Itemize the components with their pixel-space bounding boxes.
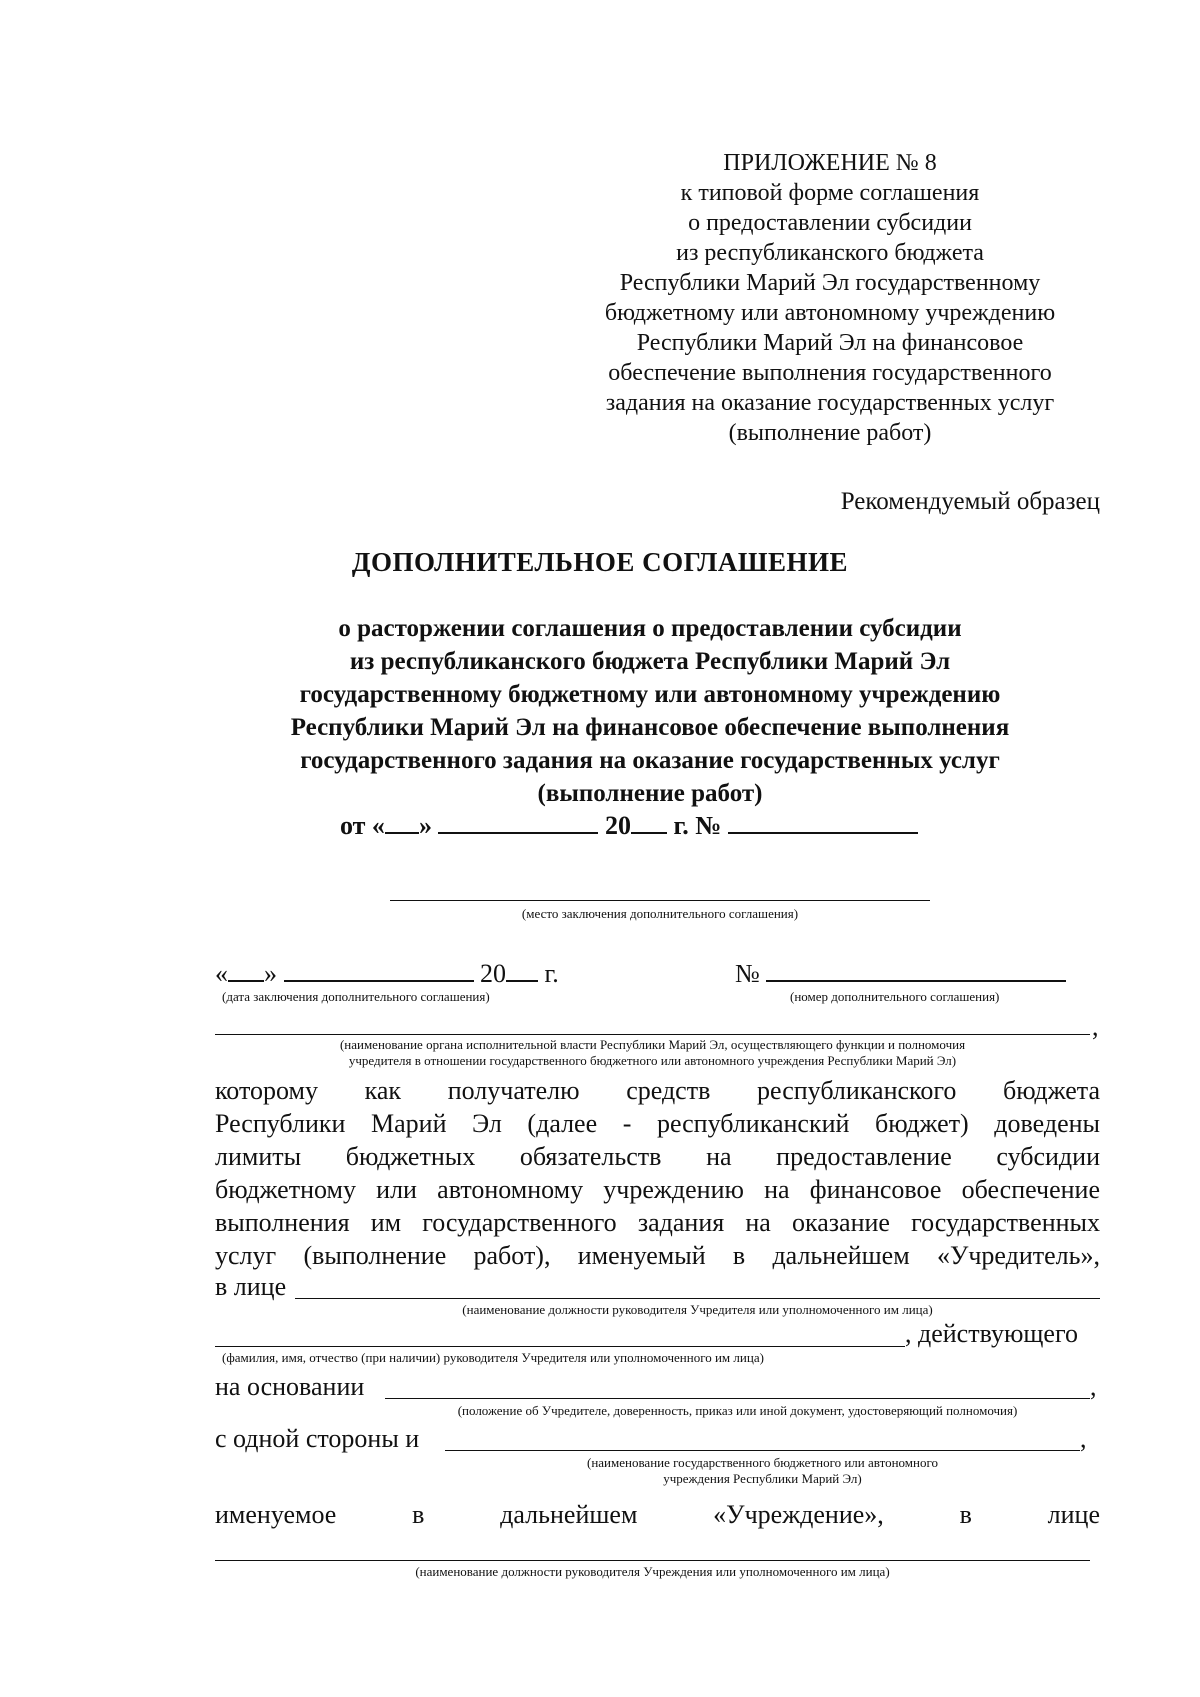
subtitle-line: (выполнение работ) [537, 780, 763, 807]
annex-line: о предоставлении субсидии [688, 210, 972, 236]
basis-blank[interactable] [385, 1398, 1090, 1399]
founder-name-blank[interactable] [215, 1346, 905, 1347]
annex-line: бюджетному или автономному учреждению [604, 300, 1056, 326]
annex-line: из республиканского бюджета [676, 240, 984, 266]
caption-line: учреждения Республики Марий Эл) [663, 1471, 862, 1486]
subtitle-line: государственному бюджетному или автономному учреждению [299, 681, 1001, 708]
conclusion-number-caption: (номер дополнительного соглашения) [790, 989, 1000, 1004]
basis-label: на основании [215, 1372, 365, 1401]
acting-label: , действующего [905, 1319, 1078, 1348]
year-prefix: 20 [604, 811, 631, 840]
founder-position-caption: (наименование должности руководителя Учредителя или уполномоченного им лица) [462, 1302, 933, 1317]
conclusion-year-suffix: г. [544, 959, 559, 988]
named-institution-line: именуемое в дальнейшем «Учреждение», в лице [215, 1500, 1100, 1529]
sample-label: Рекомендуемый образец [840, 488, 1100, 515]
caption-line: (наименование органа исполнительной власти Республики Марий Эл, осуществляющего функции и полномочия [339, 1037, 966, 1052]
year-suffix: г. № [673, 811, 722, 840]
conclusion-month-blank[interactable] [284, 958, 474, 982]
close-quote: » [418, 811, 432, 840]
document-title: ДОПОЛНИТЕЛЬНОЕ СОГЛАШЕНИЕ [351, 547, 849, 577]
body-line: лимиты бюджетных обязательств на предоставление субсидии [215, 1142, 1100, 1171]
founder-org-blank[interactable] [215, 1034, 1090, 1035]
day-blank[interactable] [385, 808, 419, 834]
subtitle-line: государственного задания на оказание государственных услуг [300, 747, 1000, 774]
close-quote: » [264, 959, 277, 988]
subtitle-line: Республики Марий Эл на финансовое обеспечение выполнения [290, 714, 1010, 741]
one-side-label: с одной стороны и [215, 1424, 420, 1453]
from-label: от « [340, 811, 385, 840]
caption-line: (наименование государственного бюджетного или автономного [587, 1455, 938, 1470]
comma: , [1080, 1424, 1087, 1453]
institution-position-blank[interactable] [215, 1560, 1090, 1561]
body-line: услуг (выполнение работ), именуемый в дальнейшем «Учредитель», [215, 1241, 1100, 1270]
founder-position-blank[interactable] [295, 1298, 1100, 1299]
annex-line: (выполнение работ) [728, 420, 932, 446]
annex-line: обеспечение выполнения государственного [608, 360, 1052, 386]
founder-name-caption: (фамилия, имя, отчество (при наличии) руководителя Учредителя или уполномоченного им лица) [222, 1350, 764, 1365]
institution-position-caption: (наименование должности руководителя Учреждения или уполномоченного им лица) [415, 1564, 890, 1579]
conclusion-year-blank[interactable] [506, 958, 538, 982]
month-blank[interactable] [438, 808, 598, 834]
conclusion-number-line [735, 958, 1066, 989]
body-line: выполнения им государственного задания на оказание государственных [215, 1208, 1100, 1237]
year-blank[interactable] [631, 808, 667, 834]
comma: , [1092, 1012, 1099, 1041]
institution-caption [445, 1455, 1080, 1487]
conclusion-date-caption: (дата заключения дополнительного соглашения) [222, 989, 490, 1004]
body-line: которому как получателю средств республиканского бюджета [215, 1076, 1100, 1105]
agreement-number-blank[interactable] [728, 808, 918, 834]
institution-blank[interactable] [445, 1450, 1080, 1451]
annex-line: Республики Марий Эл государственному [619, 270, 1041, 296]
annex-line: ПРИЛОЖЕНИЕ № 8 [723, 150, 937, 176]
place-caption: (место заключения дополнительного соглашения) [521, 906, 799, 921]
document-subtitle [200, 612, 1100, 810]
basis-caption: (положение об Учредителе, доверенность, приказ или иной документ, удостоверяющий полномочия) [457, 1403, 1018, 1418]
subtitle-line: из республиканского бюджета Республики Марий Эл [349, 648, 951, 675]
body-line: Республики Марий Эл (далее - республиканский бюджет) доведены [215, 1109, 1100, 1138]
place-blank[interactable] [390, 900, 930, 901]
agreement-date-line [340, 808, 918, 841]
founder-org-caption [215, 1037, 1090, 1069]
annex-header [560, 148, 1100, 448]
annex-line: Республики Марий Эл на финансовое [636, 330, 1024, 356]
caption-line: учредителя в отношении государственного бюджетного или автономного учреждения Республики Марий Эл) [348, 1053, 957, 1068]
open-quote: « [215, 959, 228, 988]
conclusion-number-blank[interactable] [766, 958, 1066, 982]
conclusion-year: 20 [480, 959, 506, 988]
body-line: бюджетному или автономному учреждению на финансовое обеспечение [215, 1175, 1100, 1204]
subtitle-line: о расторжении соглашения о предоставлении субсидии [338, 615, 962, 642]
conclusion-date-line [215, 958, 559, 989]
number-sign: № [735, 959, 760, 988]
annex-line: к типовой форме соглашения [680, 180, 980, 206]
annex-line: задания на оказание государственных услуг [605, 390, 1055, 416]
comma: , [1090, 1372, 1097, 1401]
conclusion-day-blank[interactable] [228, 958, 264, 982]
in-person-label: в лице [215, 1272, 287, 1301]
